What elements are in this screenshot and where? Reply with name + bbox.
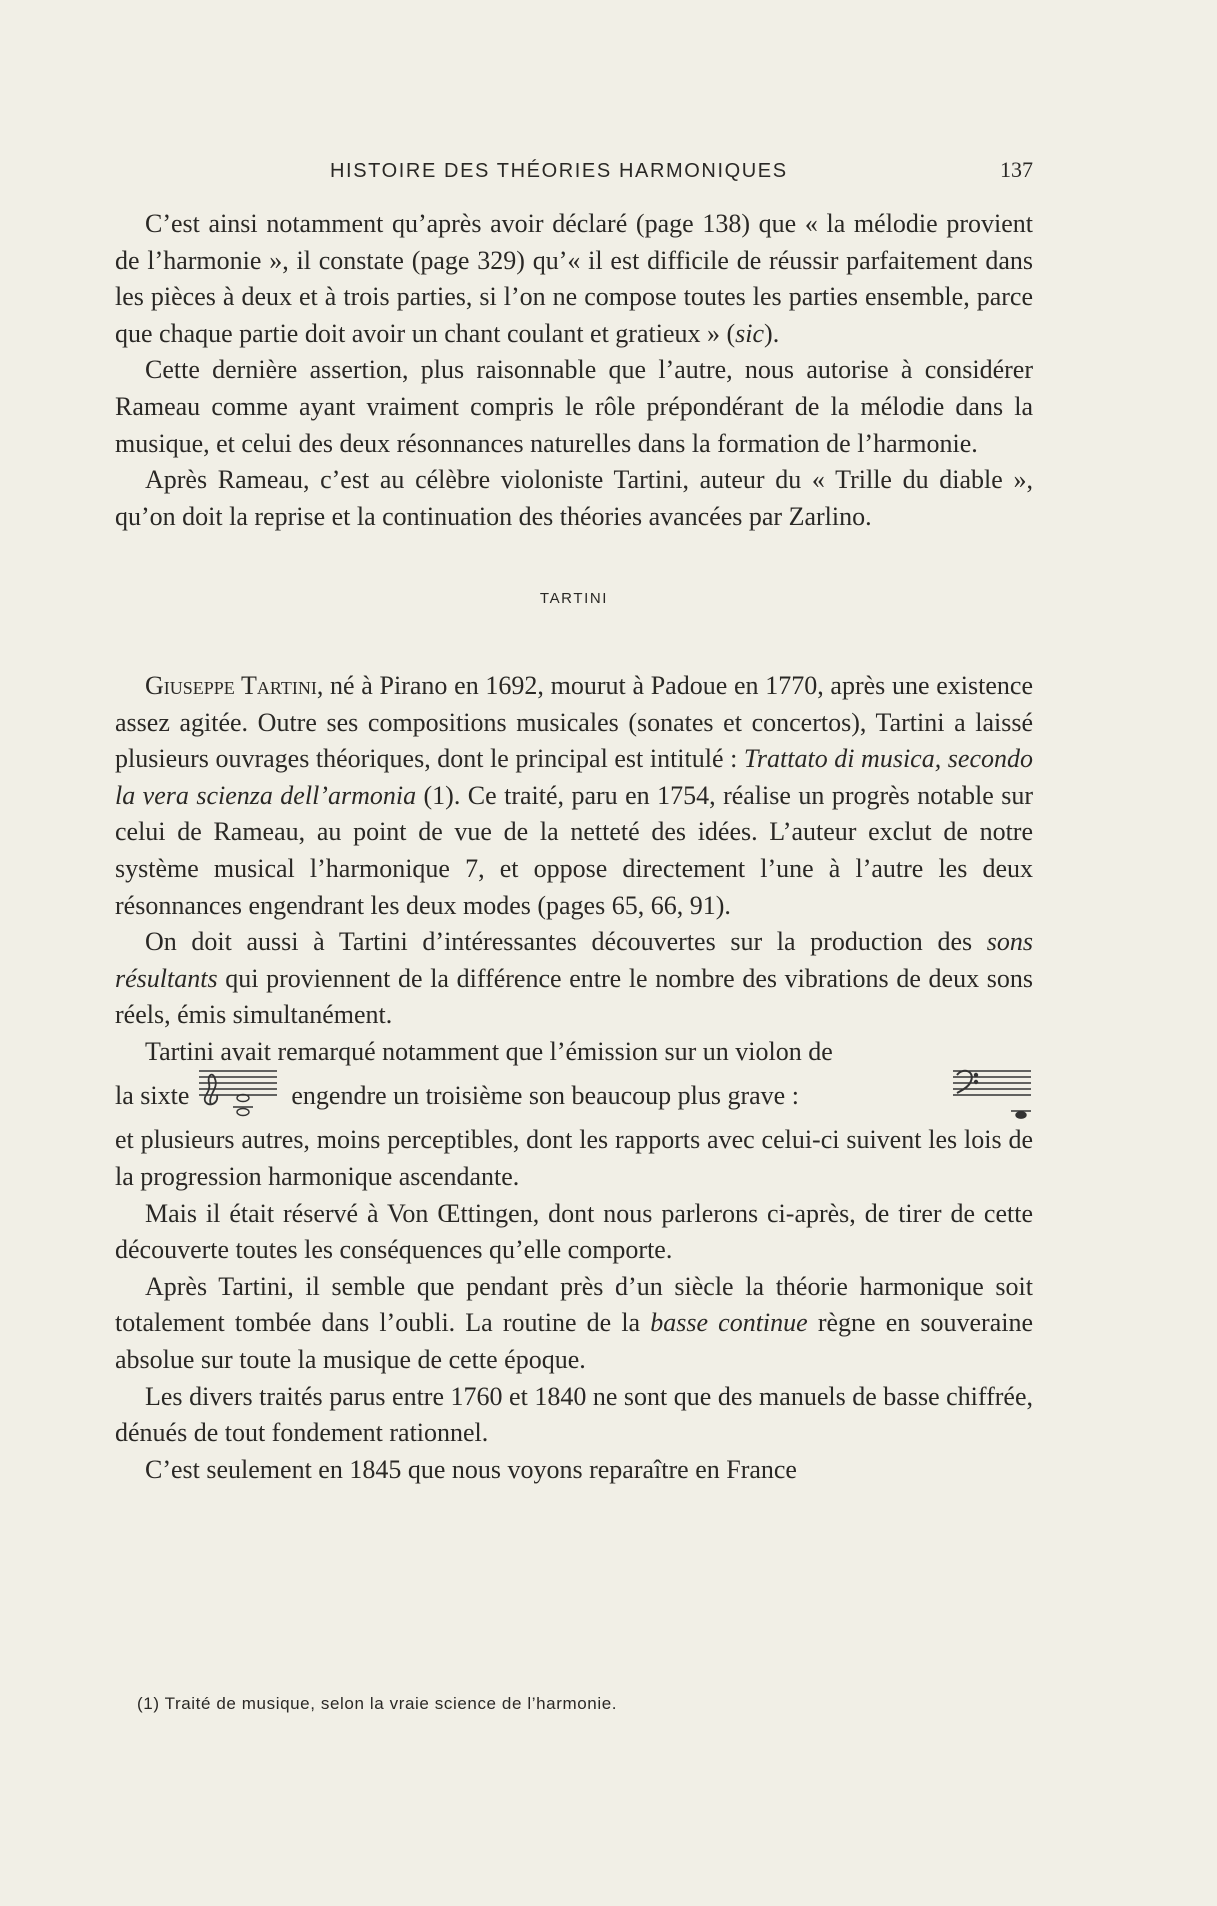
treble-staff-icon xyxy=(197,1065,279,1127)
page-body xyxy=(115,206,1033,1488)
paragraph: C’est seulement en 1845 que nous voyons reparaître en France xyxy=(145,1454,797,1484)
paragraph: Après Rameau, c’est au célèbre violoniste Tartini, auteur du « Trille du diable », qu’on doit la reprise et la continuation des théories avancées par Zarlino. xyxy=(115,465,1033,531)
paragraph: Tartini avait remarqué notamment que l’émission sur un violon de xyxy=(145,1036,833,1066)
footnote: (1) Traité de musique, selon la vraie science de l’harmonie. xyxy=(137,1694,618,1713)
paragraph: Après Tartini, il semble que pendant près d’un siècle la théorie harmonique soit totalement tombée dans l’oubli. La routine de la basse continue règne en souveraine absolue sur toute la musique de cette époque. xyxy=(115,1271,1034,1375)
paragraph: On doit aussi à Tartini d’intéressantes découvertes sur la production des sons résultants qui proviennent de la différence entre le nombre des vibrations de deux sons réels, émis simultanément. xyxy=(115,927,1033,1030)
bass-staff-icon xyxy=(951,1065,1033,1127)
sixte-text: engendre un troisième son beaucoup plus grave : xyxy=(291,1081,799,1111)
paragraph: Les divers traités parus entre 1760 et 1840 ne sont que des manuels de basse chiffrée, dénués de tout fondement rationnel. xyxy=(115,1381,1033,1448)
page-header xyxy=(115,157,1033,183)
paragraph: Giuseppe Tartini, né à Pirano en 1692, mourut à Padoue en 1770, après une existence assez agitée. Outre ses compositions musicales (sonates et concertos), Tartini a laissé plusieurs ouvrages théoriques, dont le principal est intitulé : Trattato di musica, secondo la vera scienza dell’armonia (1). Ce traité, paru en 1754, réalise un progrès notable sur celui de Rameau, au point de vue de la netteté des idées. L’auteur exclut de notre système musical l’harmonique 7, et oppose directement l’une à l’autre les deux résonnances engendrant les deux modes (pages 65, 66, 91). xyxy=(115,670,1033,920)
sixte-label: la sixte xyxy=(115,1081,190,1111)
section-title: TARTINI xyxy=(539,590,609,608)
paragraph: C’est ainsi notamment qu’après avoir déclaré (page 138) que « la mélodie provient de l’harmonie », il constate (page 329) qu’« il est difficile de réussir parfaitement dans les pièces à deux et à trois parties, si l’on ne compose toutes les parties ensemble, parce que chaque partie doit avoir un chant coulant et gratieux » (sic). xyxy=(115,209,1033,348)
music-example-line xyxy=(115,1070,1033,1122)
book-title: Trattato di musica, secondo la vera scienza dell’armonia xyxy=(115,744,1033,810)
running-title: HISTOIRE DES THÉORIES HARMONIQUES xyxy=(330,160,788,182)
author-name: Giuseppe Tartini, xyxy=(145,670,324,700)
paragraph: Mais il était réservé à Von Œttingen, dont nous parlerons ci-après, de tirer de cette découverte toutes les conséquences qu’elle comporte. xyxy=(115,1198,1033,1265)
paragraph: et plusieurs autres, moins perceptibles, dont les rapports avec celui-ci suivent les lois de la progression harmonique ascendante. xyxy=(115,1125,1033,1192)
paragraph: Cette dernière assertion, plus raisonnable que l’autre, nous autorise à considérer Rameau comme ayant vraiment compris le rôle prépondérant de la mélodie dans la musique, et celui des deux résonnances naturelles dans la formation de l’harmonie. xyxy=(115,355,1033,458)
page-number: 137 xyxy=(1000,157,1033,182)
